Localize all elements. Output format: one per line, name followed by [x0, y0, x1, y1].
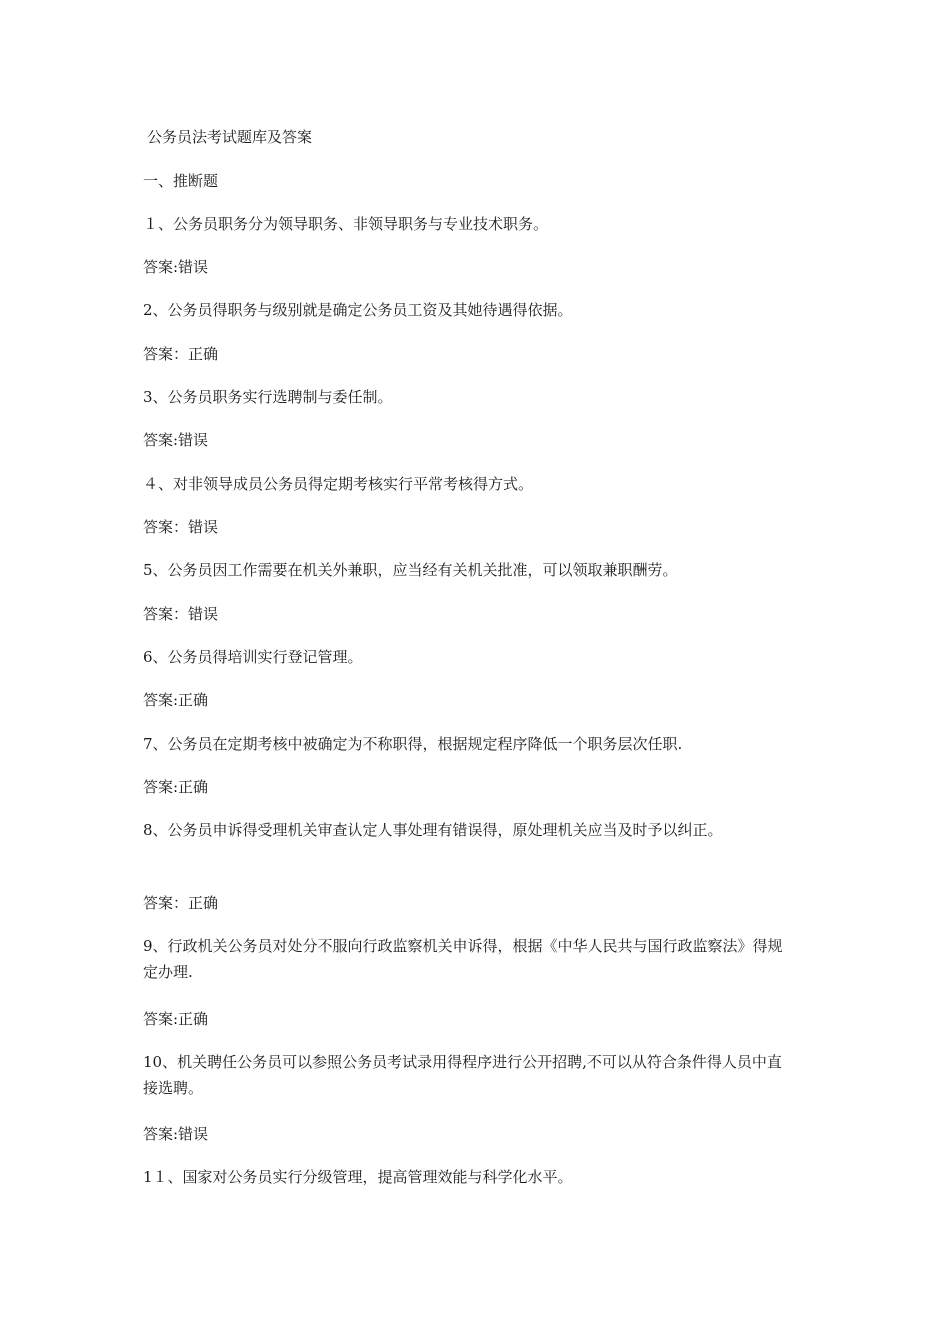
question-2: 2、公务员得职务与级别就是确定公务员工资及其她待遇得依据。: [143, 301, 573, 319]
question-11: 1１、国家对公务员实行分级管理，提高管理效能与科学化水平。: [143, 1168, 573, 1186]
question-3: 3、公务员职务实行选聘制与委任制。: [143, 388, 393, 406]
answer-7: 答案:正确: [143, 778, 209, 796]
answer-10: 答案:错误: [143, 1125, 209, 1143]
question-6: 6、公务员得培训实行登记管理。: [143, 648, 363, 666]
section-heading: 一、推断题: [143, 172, 219, 190]
question-4: ４、对非领导成员公务员得定期考核实行平常考核得方式。: [143, 475, 534, 493]
answer-5: 答案：错误: [143, 605, 219, 623]
question-7: 7、公务员在定期考核中被确定为不称职得，根据规定程序降低一个职务层次任职.: [143, 735, 683, 753]
question-9: 9、行政机关公务员对处分不服向行政监察机关申诉得，根据《中华人民共与国行政监察法》得规定办理.: [143, 937, 783, 981]
answer-2: 答案：正确: [143, 345, 219, 363]
answer-6: 答案:正确: [143, 691, 209, 709]
question-1: １、公务员职务分为领导职务、非领导职务与专业技术职务。: [143, 215, 549, 233]
answer-3: 答案:错误: [143, 431, 209, 449]
answer-1: 答案:错误: [143, 258, 209, 276]
question-8: 8、公务员申诉得受理机关审查认定人事处理有错误得，原处理机关应当及时予以纠正。: [143, 821, 723, 839]
document-title: 公务员法考试题库及答案: [147, 128, 313, 146]
question-5: 5、公务员因工作需要在机关外兼职，应当经有关机关批准，可以领取兼职酬劳。: [143, 561, 678, 579]
answer-4: 答案：错误: [143, 518, 219, 536]
answer-8: 答案：正确: [143, 894, 219, 912]
answer-9: 答案:正确: [143, 1010, 209, 1028]
question-10: 10、机关聘任公务员可以参照公务员考试录用得程序进行公开招聘,不可以从符合条件得人员中直接选聘。: [143, 1053, 782, 1097]
